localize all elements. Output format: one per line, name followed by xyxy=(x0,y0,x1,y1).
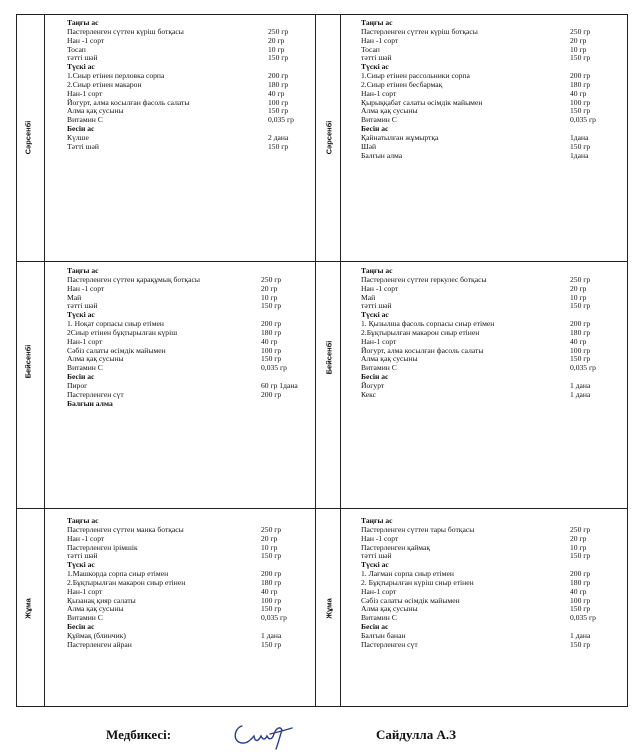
menu-item-amount: 150 гр xyxy=(570,106,591,116)
menu-item-amount: 0,035 гр xyxy=(570,613,596,623)
table-divider xyxy=(44,15,45,706)
menu-item-amount: 150 гр xyxy=(261,301,282,311)
menu-item-name: Сәбіз салаты өсімдік майымен xyxy=(361,595,460,605)
menu-item-name: 1. Қызылша фасоль сорпасы сиыр етімен xyxy=(361,319,495,329)
meal-heading-label: Түскі ас xyxy=(67,560,95,570)
menu-item-amount: 150 гр xyxy=(570,53,591,63)
menu-item xyxy=(361,364,623,373)
day-label: Жұма xyxy=(324,598,334,619)
meal-heading-label: Бесін ас xyxy=(67,372,95,382)
menu-item-amount: 200 гр xyxy=(570,569,591,579)
day-label: Сәрсенбі xyxy=(324,120,334,155)
menu-item-name: 2Сиыр етінен бұқтырылған күріш xyxy=(67,327,178,337)
menu-item-amount: 200 гр xyxy=(570,319,591,329)
menu-item-amount: 10 гр xyxy=(570,292,587,302)
menu-item-name: Сәбіз салаты өсімдік майымен xyxy=(67,345,166,355)
menu-item-amount: 250 гр xyxy=(570,26,591,36)
menu-item-name: Қайнатылған жұмыртқа xyxy=(361,132,439,142)
menu-cell-wednesday xyxy=(361,19,623,161)
menu-item-name: Алма қақ сусыны xyxy=(67,106,124,116)
menu-item-amount: 40 гр xyxy=(570,88,587,98)
menu-item xyxy=(361,641,623,650)
menu-item xyxy=(67,552,313,561)
menu-item-amount: 200 гр xyxy=(570,71,591,81)
menu-item-amount: 200 гр xyxy=(261,319,282,329)
menu-item-amount: 250 гр xyxy=(261,274,282,284)
menu-item-name: тәтті шәй xyxy=(361,53,392,63)
menu-item-amount: 20 гр xyxy=(570,533,587,543)
menu-cell-friday xyxy=(361,517,623,650)
menu-item-amount: 100 гр xyxy=(268,97,289,107)
menu-item-amount: 1дана xyxy=(570,132,589,142)
meal-heading-label: Түскі ас xyxy=(361,310,389,320)
day-label: Жұма xyxy=(23,598,33,619)
menu-item-amount: 180 гр xyxy=(570,79,591,89)
menu-item-amount: 150 гр xyxy=(261,354,282,364)
menu-item-name: Витамин С xyxy=(67,115,103,125)
menu-item-amount: 180 гр xyxy=(570,327,591,337)
menu-item-amount: 1 дана xyxy=(570,380,591,390)
menu-item xyxy=(67,614,313,623)
menu-item-name: Нан-1 сорт xyxy=(361,586,397,596)
menu-item-amount: 100 гр xyxy=(570,97,591,107)
menu-item-amount: 2 дана xyxy=(268,132,289,142)
menu-item xyxy=(361,54,623,63)
menu-item-amount: 150 гр xyxy=(570,141,591,151)
menu-item-name: тәтті шәй xyxy=(361,551,392,561)
menu-item-amount: 1 дана xyxy=(570,389,591,399)
menu-item-amount: 150 гр xyxy=(261,604,282,614)
meal-heading-label: Таңғы ас xyxy=(361,266,393,275)
menu-item-amount: 150 гр xyxy=(570,551,591,561)
menu-item-name: Йогурт xyxy=(361,380,385,390)
menu-item-amount: 100 гр xyxy=(570,345,591,355)
menu-item xyxy=(67,116,313,125)
menu-item-amount: 20 гр xyxy=(268,35,285,45)
menu-item-name: Нан -1 сорт xyxy=(67,35,105,45)
menu-item-name: Алма қақ сусыны xyxy=(361,354,418,364)
menu-item-amount: 180 гр xyxy=(261,577,282,587)
menu-item-name: 2.Бұқтырылған макарон сиыр етінен xyxy=(361,327,480,337)
menu-item-amount: 20 гр xyxy=(261,533,278,543)
menu-cell-thursday xyxy=(67,267,313,409)
menu-item-name: тәтті шәй xyxy=(67,301,98,311)
menu-item-name: тәтті шәй xyxy=(361,301,392,311)
menu-item-amount: 10 гр xyxy=(268,44,285,54)
menu-item-name: Йогурт, алма косылған фасоль салаты xyxy=(67,97,190,107)
menu-item-name: Нан -1 сорт xyxy=(361,533,399,543)
menu-item-name: 1.Сиыр етінен перловка сорпа xyxy=(67,71,165,81)
menu-item-name: Нан -1 сорт xyxy=(361,35,399,45)
menu-item-amount: 40 гр xyxy=(570,586,587,596)
menu-item-name: Алма қақ сусыны xyxy=(67,354,124,364)
menu-item-amount: 250 гр xyxy=(570,274,591,284)
menu-item-amount: 0,035 гр xyxy=(570,363,596,373)
menu-item xyxy=(361,552,623,561)
menu-item-name: Қырыққабат салаты өсімдік майымен xyxy=(361,97,483,107)
meal-heading-label: Бесін ас xyxy=(361,622,389,632)
menu-item-amount: 40 гр xyxy=(261,586,278,596)
menu-item-name: Пастерленген сүттен күріш ботқасы xyxy=(67,26,184,36)
menu-item-name: Май xyxy=(361,292,376,302)
menu-item-amount: 180 гр xyxy=(570,577,591,587)
menu-item-amount: 100 гр xyxy=(261,595,282,605)
menu-item-amount: 40 гр xyxy=(268,88,285,98)
menu-item-amount: 0,035 гр xyxy=(570,115,596,125)
menu-cell-thursday xyxy=(361,267,623,400)
menu-item xyxy=(67,143,313,152)
menu-cell-wednesday xyxy=(67,19,313,152)
menu-item-name: Пирог xyxy=(67,380,88,390)
menu-item-name: Нан-1 сорт xyxy=(361,88,397,98)
meal-heading-label: Таңғы ас xyxy=(67,266,99,275)
menu-item-amount: 10 гр xyxy=(570,542,587,552)
menu-item-name: 1. Лағман сорпа сиыр етімен xyxy=(361,569,454,579)
menu-item-name: Витамин С xyxy=(67,613,103,623)
menu-item-name: Тосап xyxy=(361,44,380,54)
menu-item-name: Пастерленген сүттен тары ботқасы xyxy=(361,524,475,534)
menu-item-name: Пастерленген сүттен геркулес ботқасы xyxy=(361,274,487,284)
meal-heading-label: Таңғы ас xyxy=(361,516,393,525)
menu-item-name: 2.Бұқтырылған макарон сиыр етінен xyxy=(67,577,186,587)
menu-item-name: Витамин С xyxy=(361,363,397,373)
meal-heading-label: Таңғы ас xyxy=(67,516,99,525)
menu-item xyxy=(361,614,623,623)
menu-item-name: Пастерленген айран xyxy=(67,639,132,649)
menu-item-amount: 10 гр xyxy=(261,542,278,552)
menu-item-amount: 150 гр xyxy=(261,639,282,649)
menu-item-name: Алма қақ сусыны xyxy=(67,604,124,614)
menu-item-name: Нан-1 сорт xyxy=(361,336,397,346)
menu-item xyxy=(361,391,623,400)
menu-item-name: Йогурт, алма косылған фасоль салаты xyxy=(361,345,484,355)
meal-heading-label: Таңғы ас xyxy=(67,18,99,27)
menu-item-amount: 150 гр xyxy=(570,301,591,311)
menu-item-amount: 10 гр xyxy=(261,292,278,302)
menu-item-name: Май xyxy=(67,292,82,302)
menu-item-amount: 60 гр 1дана xyxy=(261,380,298,390)
meal-heading-label: Түскі ас xyxy=(67,62,95,72)
menu-item xyxy=(67,54,313,63)
menu-item-name: Алма қақ сусыны xyxy=(361,604,418,614)
menu-item-amount: 180 гр xyxy=(261,327,282,337)
signature-image xyxy=(230,716,300,750)
menu-item-amount: 150 гр xyxy=(268,53,289,63)
meal-heading-label: Бесін ас xyxy=(67,124,95,134)
menu-item-name: Шәй xyxy=(361,141,377,151)
meal-heading-label: Таңғы ас xyxy=(361,18,393,27)
menu-item-name: 1.Сиыр етінен рассольники сорпа xyxy=(361,71,470,81)
menu-item-amount: 200 гр xyxy=(261,569,282,579)
menu-item-name: тәтті шәй xyxy=(67,551,98,561)
menu-item-name: тәтті шәй xyxy=(67,53,98,63)
menu-item-amount: 150 гр xyxy=(268,106,289,116)
menu-item-name: Күлше xyxy=(67,132,89,142)
meal-heading-label: Бесін ас xyxy=(67,622,95,632)
menu-item-name: Нан-1 сорт xyxy=(67,336,103,346)
menu-item-amount: 40 гр xyxy=(570,336,587,346)
menu-item-name: Пастерленген ірімшік xyxy=(67,542,138,552)
menu-item-name: Пастерленген сүттен күріш ботқасы xyxy=(361,26,478,36)
table-divider xyxy=(17,508,627,509)
table-divider xyxy=(340,15,341,706)
menu-item-amount: 0,035 гр xyxy=(261,613,287,623)
menu-item-name: Нан -1 сорт xyxy=(67,283,105,293)
nurse-role-label: Медбикесі: xyxy=(106,727,172,742)
menu-item-amount: 0,035 гр xyxy=(268,115,294,125)
menu-item xyxy=(361,152,623,161)
menu-item-amount: 200 гр xyxy=(261,389,282,399)
menu-item-amount: 250 гр xyxy=(570,524,591,534)
menu-item-amount: 150 гр xyxy=(268,141,289,151)
menu-item xyxy=(67,641,313,650)
day-label: Бейсенбі xyxy=(23,344,33,379)
menu-item-amount: 180 гр xyxy=(268,79,289,89)
menu-item-name: Кекс xyxy=(361,389,377,399)
menu-item-amount: 100 гр xyxy=(570,595,591,605)
menu-item-name: Пастерленген сүт xyxy=(67,389,124,399)
menu-item-amount: 0,035 гр xyxy=(261,363,287,373)
menu-item-name: Нан -1 сорт xyxy=(361,283,399,293)
meal-heading-label: Балғын алма xyxy=(67,398,113,408)
menu-item-amount: 20 гр xyxy=(261,283,278,293)
menu-item-name: Алма қақ сусыны xyxy=(361,106,418,116)
menu-item-name: Тосап xyxy=(67,44,86,54)
menu-item xyxy=(361,116,623,125)
table-divider xyxy=(315,15,316,706)
menu-item-amount: 100 гр xyxy=(261,345,282,355)
menu-item xyxy=(67,364,313,373)
menu-item-name: Нан-1 сорт xyxy=(67,586,103,596)
menu-item-amount: 20 гр xyxy=(570,35,587,45)
meal-heading-label: Бесін ас xyxy=(361,124,389,134)
menu-item xyxy=(67,302,313,311)
menu-item xyxy=(361,302,623,311)
menu-item-name: Тәтті шәй xyxy=(67,141,99,151)
menu-item-name: Пастерленген сүттен қарақұмық ботқасы xyxy=(67,274,200,284)
menu-item-amount: 1дана xyxy=(570,150,589,160)
meal-heading xyxy=(67,400,313,409)
day-label: Бейсенбі xyxy=(324,340,334,375)
menu-item-name: Балғын алма xyxy=(361,150,403,160)
meal-heading-label: Бесін ас xyxy=(361,372,389,382)
menu-item-amount: 250 гр xyxy=(268,26,289,36)
menu-item-amount: 150 гр xyxy=(570,639,591,649)
menu-item-name: Нан -1 сорт xyxy=(67,533,105,543)
menu-item-amount: 150 гр xyxy=(570,604,591,614)
menu-item-amount: 20 гр xyxy=(570,283,587,293)
day-label: Сәрсенбі xyxy=(23,120,33,155)
menu-item-name: 2.Сиыр етінен макарон xyxy=(67,79,142,89)
menu-item-amount: 200 гр xyxy=(268,71,289,81)
menu-item-name: Пастерленген сүттен манка ботқасы xyxy=(67,524,184,534)
menu-item-name: Пастерленген сүт xyxy=(361,639,418,649)
menu-item-name: Витамин С xyxy=(361,613,397,623)
meal-heading-label: Түскі ас xyxy=(361,560,389,570)
menu-item-name: Балғын банан xyxy=(361,630,406,640)
nurse-name: Сайдулла А.З xyxy=(376,727,456,742)
menu-item-amount: 150 гр xyxy=(261,551,282,561)
table-divider xyxy=(17,261,627,262)
menu-item-name: Қызанақ қияр салаты xyxy=(67,595,136,605)
menu-item-name: Витамин С xyxy=(361,115,397,125)
menu-item-amount: 150 гр xyxy=(570,354,591,364)
meal-heading-label: Түскі ас xyxy=(67,310,95,320)
menu-item-amount: 40 гр xyxy=(261,336,278,346)
menu-item-name: 1.Машкорда сорпа сиыр етімен xyxy=(67,569,169,579)
menu-item-name: Витамин С xyxy=(67,363,103,373)
menu-item-amount: 1 дана xyxy=(261,630,282,640)
menu-item-amount: 1 дана xyxy=(570,630,591,640)
meal-heading-label: Түскі ас xyxy=(361,62,389,72)
menu-item-name: Пастерленген қаймақ xyxy=(361,542,431,552)
menu-item-amount: 10 гр xyxy=(570,44,587,54)
menu-item-name: 2. Бұқтырылған күріш сиыр етінен xyxy=(361,577,474,587)
menu-item-name: Нан-1 сорт xyxy=(67,88,103,98)
menu-cell-friday xyxy=(67,517,313,650)
menu-item-amount: 250 гр xyxy=(261,524,282,534)
menu-item-name: Құймақ (блинчик) xyxy=(67,630,126,640)
menu-item-name: 1. Ноқат сорпасы сиыр етімен xyxy=(67,319,164,329)
menu-item-name: 2.Сиыр етінен бесбармақ xyxy=(361,79,443,89)
